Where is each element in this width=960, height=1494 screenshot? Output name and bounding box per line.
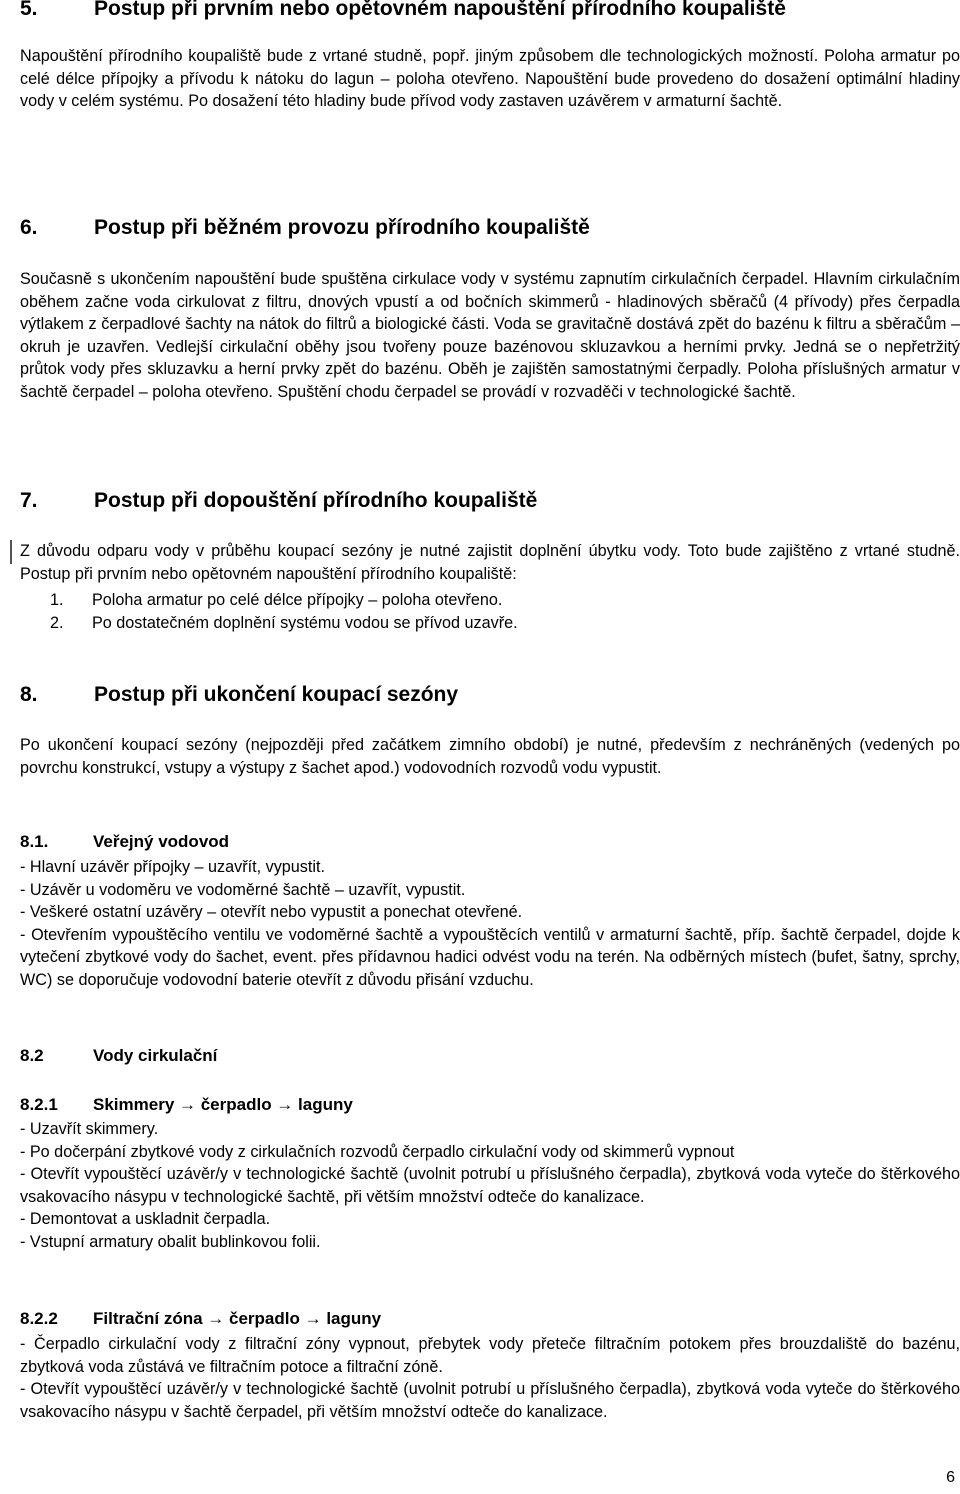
section-title: Postup při ukončení koupací sezóny bbox=[94, 683, 459, 706]
list-item-text: Po dostatečném doplnění systému vodou se přívod uzavře. bbox=[92, 613, 518, 632]
subsection-title: Skimmery → čerpadlo → laguny bbox=[93, 1095, 353, 1114]
section-number: 5. bbox=[20, 0, 38, 20]
section-number: 7. bbox=[20, 489, 38, 512]
section-6-heading bbox=[20, 216, 590, 240]
subsection-8-1-heading bbox=[20, 831, 229, 853]
subsection-number: 8.1. bbox=[20, 832, 49, 851]
section-number: 8. bbox=[20, 683, 38, 706]
subsection-8-2-2-paragraph: - Čerpadlo cirkulační vody z filtrační zóny vypnout, přebytek vody přeteče filtračním potokem přes brouzdaliště do bazénu, zbytková voda zůstává ve filtračním potoce a filtrační zóně. - Otevřít vypouštěcí uzávěr/y v technologické šachtě (uvolnit potrubí u příslušného čerpadla), zbytková voda vyteče do štěrkového vsakovacího násypu v šachtě čerpadel, při větším množství odteče do kanalizace. bbox=[20, 1335, 960, 1421]
list-item-number: 1. bbox=[50, 591, 64, 609]
section-6-paragraph: Současně s ukončením napouštění bude spuštěna cirkulace vody v systému zapnutím cirkulačních čerpadel. Hlavním cirkulačním oběhem začne voda cirkulovat z filtru, dnových vpustí a od bočních skimmerů - hladinových sběračů (4 přívody) přes čerpadla výtlakem z čerpadlové šachty na nátok do filtrů a biologické části. Voda se gravitačně dostává zpět do bazénu k filtru a sběračům – okruh je uzavřen. Vedlejší cirkulační oběhy jsou tvořeny pouze bazénovou skluzavkou a herními prvky. Jedná se o nepřetržitý průtok vody přes skluzavku a herní prvky zpět do bazénu. Oběh je zajištěn samostatnými čerpadly. Poloha příslušných armatur v šachtě čerpadel – poloha otevřeno. Spuštění chodu čerpadel se provádí v rozvaděči v technologické šachtě. bbox=[20, 270, 960, 401]
list-item-number: 2. bbox=[50, 613, 64, 632]
subsection-title: Vody cirkulační bbox=[93, 1046, 218, 1065]
list-item-text: Poloha armatur po celé délce přípojky – poloha otevřeno. bbox=[92, 591, 503, 609]
subsection-number: 8.2 bbox=[20, 1046, 44, 1065]
section-title: Postup při dopouštění přírodního koupaliště bbox=[94, 489, 538, 512]
subsection-8-2-1-paragraph: - Uzavřít skimmery. - Po dočerpání zbytkové vody z cirkulačních rozvodů čerpadlo cirkulační vody od skimmerů vypnout - Otevřít vypouštěcí uzávěr/y v technologické šachtě (uvolnit potrubí u příslušného čerpadla), zbytková voda vyteče do štěrkového vsakovacího násypu v technologické šachtě, při větším množství odteče do kanalizace. - Demontovat a uskladnit čerpadla. - Vstupní armatury obalit bublinkovou folii. bbox=[20, 1120, 960, 1251]
section-7-paragraph: Z důvodu odparu vody v průběhu koupací sezóny je nutné zajistit doplnění úbytku vody. Toto bude zajištěno z vrtané studně. Postup při prvním nebo opětovném napouštění přírodního koupaliště: bbox=[20, 542, 960, 583]
section-8-heading bbox=[20, 683, 458, 707]
section-5-heading bbox=[20, 0, 786, 21]
document-page bbox=[20, 0, 960, 1494]
section-5-paragraph: Napouštění přírodního koupaliště bude z vrtané studně, popř. jiným způsobem dle technologických možností. Poloha armatur po celé délce přípojky a přívodu k nátoku do lagun – poloha otevřeno. Napouštění bude provedeno do dosažení optimální hladiny vody v celém systému. Po dosažení této hladiny bude přívod vody zastaven uzávěrem v armaturní šachtě. bbox=[20, 47, 960, 111]
subsection-title: Veřejný vodovod bbox=[93, 832, 230, 851]
subsection-8-2-1-heading bbox=[20, 1094, 353, 1116]
revision-change-bar bbox=[10, 540, 12, 564]
section-title: Postup při prvním nebo opětovném napouštění přírodního koupaliště bbox=[94, 0, 786, 20]
list-item bbox=[50, 589, 518, 612]
subsection-8-2-2-heading bbox=[20, 1308, 381, 1330]
section-7-heading bbox=[20, 489, 537, 513]
section-7-list bbox=[50, 589, 518, 634]
section-title: Postup při běžném provozu přírodního koupaliště bbox=[94, 216, 590, 239]
subsection-title: Filtrační zóna → čerpadlo → laguny bbox=[93, 1309, 382, 1328]
subsection-8-1-paragraph: - Hlavní uzávěr přípojky – uzavřít, vypustit. - Uzávěr u vodoměru ve vodoměrné šachtě – uzavřít, vypustit. - Veškeré ostatní uzávěry – otevřít nebo vypustit a ponechat otevřené. - Otevřením vypouštěcího ventilu ve vodoměrné šachtě a vypouštěcích ventilů v armaturní šachtě, příp. šachtě čerpadel, dojde k vytečení zbytkové vody do šachet, event. přes přídavnou hadici odvést vodu na terén. Na odběrných místech (bufet, šatny, sprchy, WC) se doporučuje vodovodní baterie otevřít z důvodu přisání vzduchu. bbox=[20, 858, 960, 989]
subsection-number: 8.2.1 bbox=[20, 1095, 58, 1114]
list-item bbox=[50, 612, 518, 635]
subsection-8-2-heading bbox=[20, 1045, 217, 1067]
section-8-paragraph: Po ukončení koupací sezóny (nejpozději před začátkem zimního období) je nutné, především z nechráněných (vedených po povrchu konstrukcí, vstupy a výstupy z šachet apod.) vodovodních rozvodů vodu vypustit. bbox=[20, 736, 960, 777]
section-number: 6. bbox=[20, 216, 38, 239]
page-number: 6 bbox=[946, 1469, 955, 1486]
subsection-number: 8.2.2 bbox=[20, 1309, 58, 1328]
